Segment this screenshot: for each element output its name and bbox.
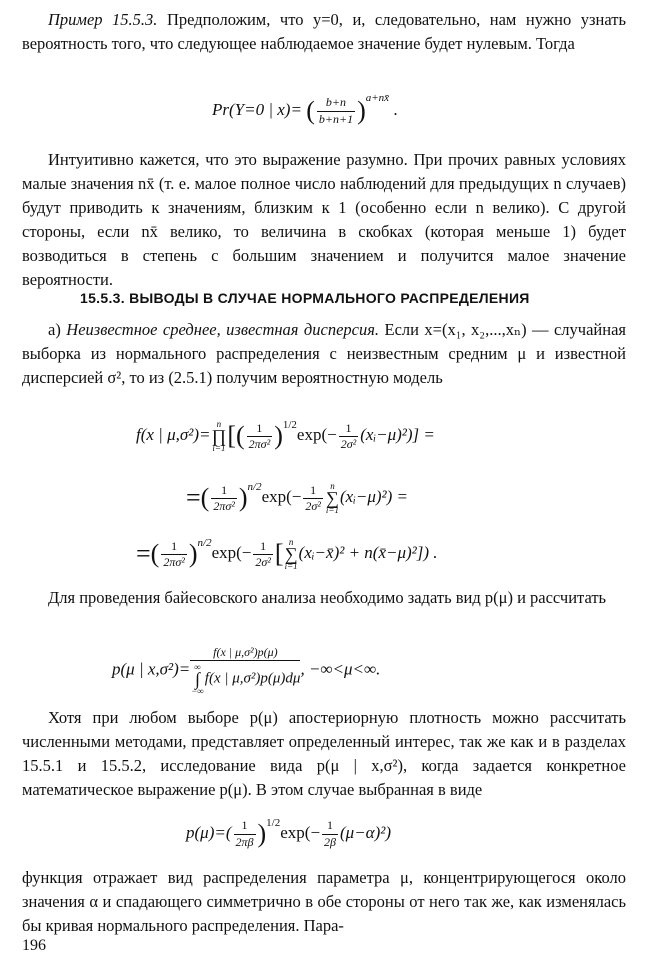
eq2-l1-exp-text: exp(− — [296, 425, 337, 445]
eq2-l3-exp: n/2 — [197, 537, 212, 550]
eq2-l1-exp: 1/2 — [282, 419, 297, 432]
paragraph-prior: функция отражает вид распределения параметра μ, концентрирующегося около значения α и спадающего симметрично в обе стороны от него так же, как изменялась бы кривая нормального распределения. Пара- — [22, 868, 626, 935]
sum2-lower: i=1 — [284, 561, 298, 572]
sum-symbol: ∑ — [326, 488, 339, 509]
eq1-lhs: Pr(Y=0 | x)= — [212, 100, 302, 119]
eq4-lhs: p(μ)=( — [186, 823, 232, 842]
paragraph-normal — [22, 318, 626, 390]
sum-operator — [326, 482, 339, 514]
eq1-denominator: b+n+1 — [318, 111, 354, 126]
eq2-l2-exp-text: exp(− — [261, 487, 302, 507]
eq4-f1-den: 2πβ — [235, 834, 254, 849]
eq2-l1-close: ) — [274, 421, 283, 451]
example-label: Пример 15.5.3. — [48, 10, 158, 29]
eq2-l3-frac2 — [253, 540, 273, 569]
equation-posterior — [112, 646, 380, 695]
paragraph-posterior: Хотя при любом выборе p(μ) апостериорную плотность можно рассчитать численными методами, представляет определенный интерес, так же как и в разделах 15.5.1 и 15.5.2, исследование вида p(μ | x,σ²), когда задается конкретное математическое выражение p(μ). В этом случае выбранная в виде — [22, 708, 626, 799]
eq2-l3-start: =( — [136, 539, 160, 569]
eq2-l1-end: (xᵢ−μ)²)] = — [360, 425, 435, 445]
eq1-numerator: b+n — [317, 96, 355, 111]
equation-probability — [212, 93, 398, 126]
sum-upper: n — [330, 481, 335, 491]
eq4-f2-den: 2β — [324, 834, 337, 849]
sum-lower: i=1 — [325, 505, 339, 516]
eq2-l1-f2-den: 2σ² — [340, 436, 357, 451]
eq3-range: , −∞<μ<∞. — [300, 659, 381, 679]
eq2-l2-frac1 — [211, 484, 237, 513]
eq2-l1-frac1 — [247, 422, 273, 451]
equation-likelihood-line3 — [136, 538, 438, 570]
eq1-exponent: a+nx̄ — [365, 92, 390, 104]
eq2-l3-frac1 — [161, 540, 187, 569]
eq4-mid: exp(− — [280, 823, 321, 842]
eq2-l2-exp: n/2 — [247, 481, 262, 494]
integral-upper: ∞ — [194, 662, 201, 672]
product-operator — [212, 420, 227, 452]
item-marker: а) — [48, 320, 67, 339]
section-heading: 15.5.3. ВЫВОДЫ В СЛУЧАЕ НОРМАЛЬНОГО РАСПРЕДЕЛЕНИЯ — [80, 290, 530, 306]
item-text: Если x=(x₁, x₂,...,xₙ) — случайная выборка из нормального распределения с неизвестным средним μ и известной дисперсией σ², то из (2.5.1) получим вероятностную модель — [22, 320, 626, 387]
eq3-lhs: p(μ | x,σ²)= — [112, 659, 191, 679]
example-text: Предположим, что y=0, и, следовательно, нам нужно узнать вероятность того, что следующее наблюдаемое значение будет нулевым. Тогда — [22, 10, 626, 53]
integral-operator — [191, 663, 204, 695]
eq2-l1-f2-num: 1 — [339, 422, 359, 437]
eq2-l3-end: (xᵢ−x̄)² + n(x̄−μ)²]) . — [298, 543, 438, 563]
eq2-l2-start: =( — [186, 483, 210, 513]
sum-operator-2 — [285, 538, 298, 570]
integral-lower: −∞ — [191, 686, 204, 697]
eq2-l2-frac2 — [303, 484, 323, 513]
eq2-l2-f2-den: 2σ² — [305, 498, 321, 513]
eq2-l3-bracket: [ — [274, 539, 284, 569]
eq3-fraction — [190, 646, 300, 695]
eq3-den-text: f(x | μ,σ²)p(μ)dμ — [204, 670, 301, 687]
eq2-l2-f1-num: 1 — [211, 484, 237, 499]
eq4-close: ) — [257, 819, 267, 849]
product-upper: n — [216, 419, 222, 429]
eq2-l1-f1-num: 1 — [247, 422, 273, 437]
eq1-close-paren: ) — [357, 96, 366, 126]
paragraph-intuition: Интуитивно кажется, что это выражение разумно. При прочих равных условиях малые значения nx̄ (т. е. малое полное число наблюдений для предыдущих n случаев) будут приводить к значениям, близким к 1 (особенно если n велико). С другой стороны, если nx̄ велико, то величина в скобках (которая меньше 1) будет возводиться в степень с большим значением и получится малое значение вероятности. — [22, 150, 626, 289]
eq3-numerator: f(x | μ,σ²)p(μ) — [190, 646, 300, 661]
integral-symbol: ∫ — [195, 669, 200, 690]
page-number: 196 — [22, 937, 46, 954]
equation-likelihood-line1 — [136, 420, 435, 452]
equation-likelihood-line2 — [186, 482, 408, 514]
eq2-l2-f2-num: 1 — [303, 484, 323, 499]
eq3-denominator — [190, 661, 300, 695]
eq2-l3-exp-text: exp(− — [211, 543, 252, 563]
paragraph-example — [22, 8, 626, 56]
eq1-open-paren: ( — [306, 96, 315, 126]
eq4-exp: 1/2 — [266, 817, 281, 829]
eq2-l2-f1-den: 2πσ² — [213, 498, 235, 513]
eq2-lhs: f(x | μ,σ²)= — [136, 425, 211, 445]
paragraph-bayes: Для проведения байесовского анализа необходимо задать вид p(μ) и рассчитать — [48, 588, 607, 607]
eq4-f2-num: 1 — [322, 819, 338, 834]
eq2-l1-f1-den: 2πσ² — [248, 436, 271, 451]
sum2-upper: n — [288, 537, 294, 547]
eq2-l3-f2-den: 2σ² — [255, 554, 271, 569]
eq2-l2-end: (xᵢ−μ)²) = — [339, 487, 409, 507]
eq2-l1-frac2 — [339, 422, 359, 451]
eq2-l2-close: ) — [238, 483, 248, 513]
eq2-l3-f2-num: 1 — [253, 540, 273, 555]
eq2-l3-f1-num: 1 — [161, 540, 187, 555]
eq4-frac2 — [322, 819, 338, 848]
eq4-f1-num: 1 — [234, 819, 256, 834]
sum2-symbol: ∑ — [284, 544, 298, 565]
product-symbol: ∏ — [211, 426, 227, 447]
product-lower: i=1 — [212, 443, 226, 454]
eq4-frac1 — [234, 819, 256, 848]
eq1-fraction — [317, 96, 355, 125]
equation-prior — [186, 818, 391, 849]
eq2-l3-close: ) — [188, 539, 198, 569]
eq4-end: (μ−α)²) — [340, 823, 392, 842]
eq2-l1-bracket: [( — [227, 421, 245, 451]
item-title: Неизвестное среднее, известная дисперсия. — [66, 320, 380, 339]
eq2-l3-f1-den: 2πσ² — [163, 554, 185, 569]
eq1-tail: . — [389, 100, 398, 119]
